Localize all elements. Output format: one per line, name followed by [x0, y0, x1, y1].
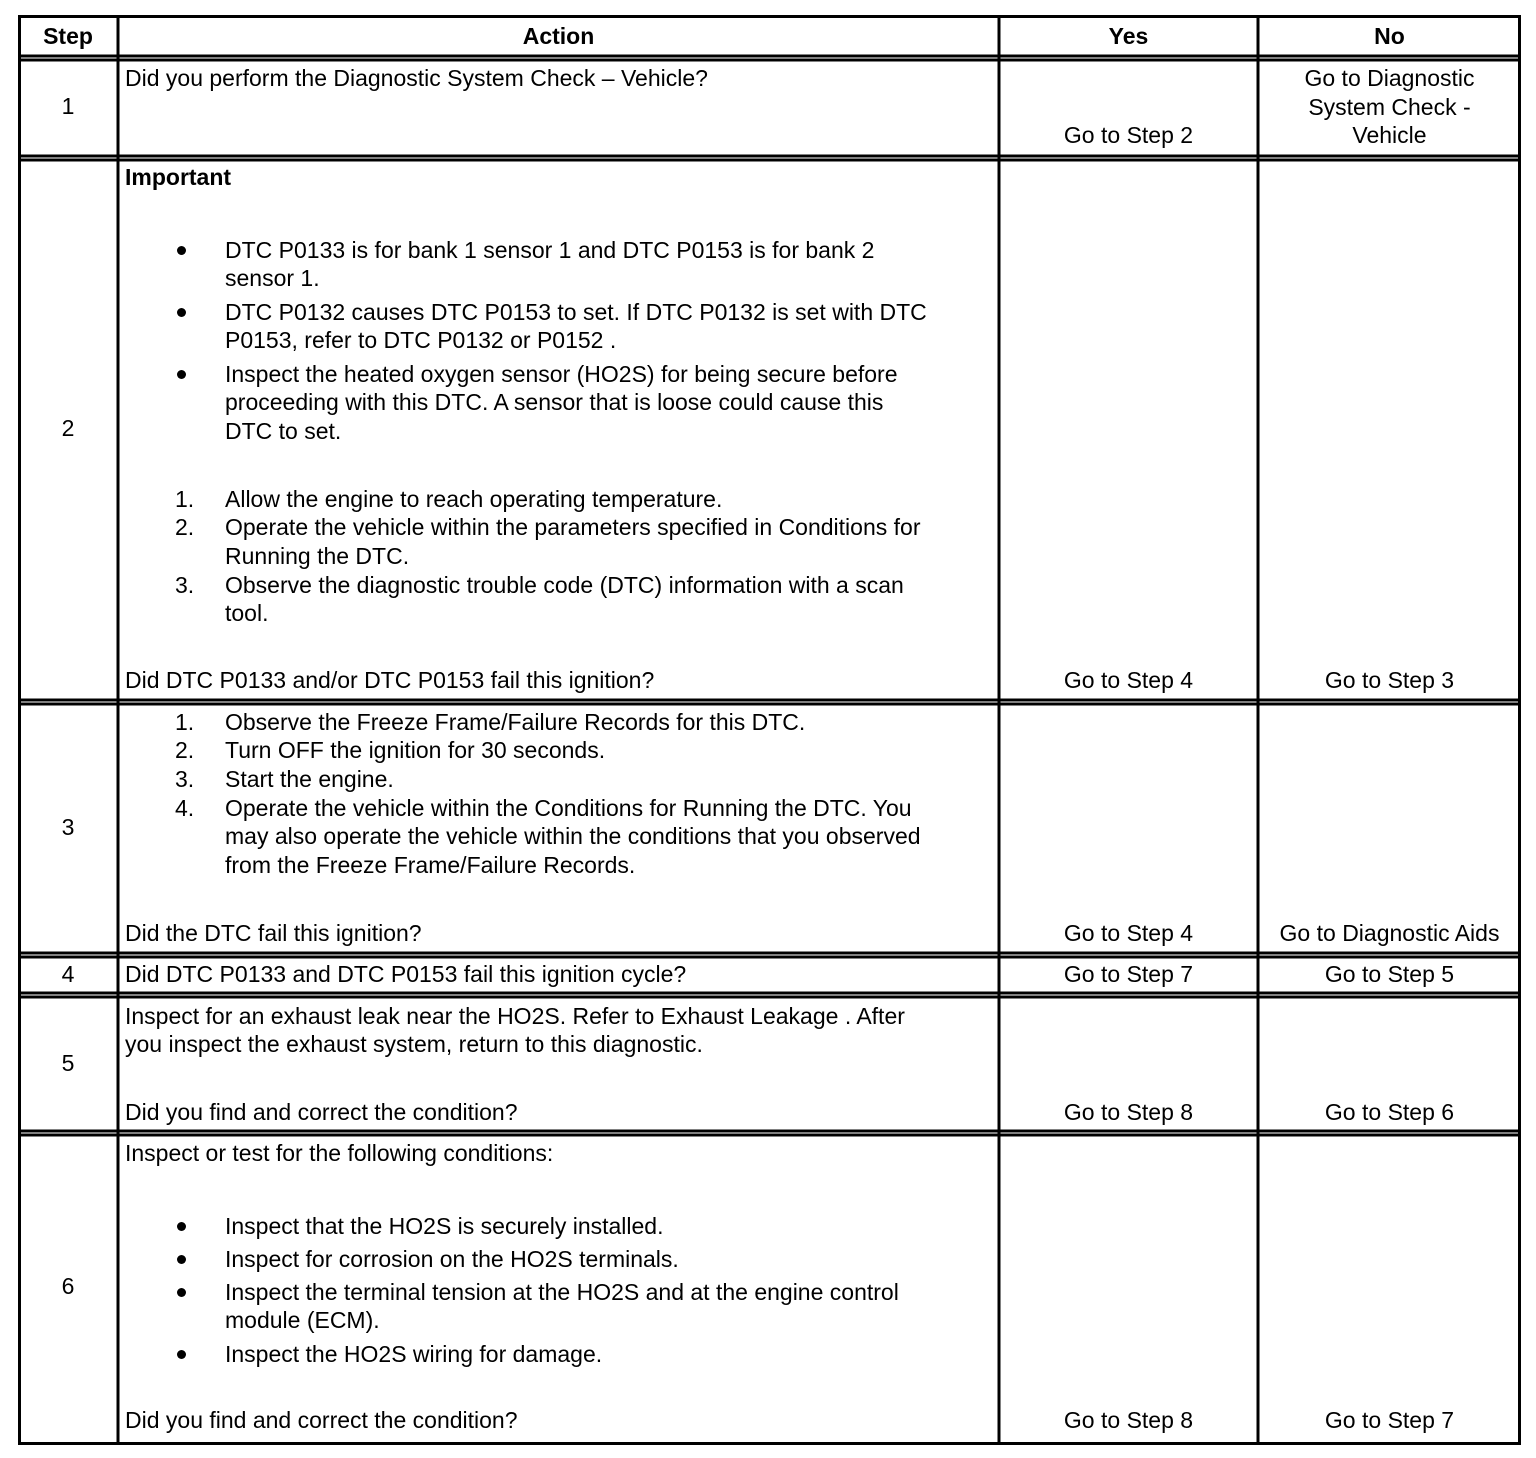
bullet-icon — [177, 246, 186, 255]
bullet-text: Inspect that the HO2S is securely installed. — [225, 1213, 664, 1239]
no-link[interactable]: Go to Step 7 — [1324, 1407, 1455, 1433]
yes-link[interactable]: Go to Step 7 — [1063, 961, 1194, 987]
body-text: Inspect for an exhaust leak near the HO2S. Refer to Exhaust Leakage . After — [125, 1003, 905, 1029]
no-link[interactable]: Go to Diagnostic Aids — [1279, 920, 1500, 946]
bullet-text: sensor 1. — [225, 265, 320, 291]
step-text: Start the engine. — [225, 766, 394, 792]
bullet-icon — [177, 1255, 186, 1264]
question: Did DTC P0133 and DTC P0153 fail this ignition cycle? — [125, 961, 687, 987]
body-text: you inspect the exhaust system, return to this diagnostic. — [125, 1031, 703, 1057]
step-index: 4. — [175, 795, 195, 821]
step-index: 3. — [175, 572, 195, 598]
step-text: from the Freeze Frame/Failure Records. — [225, 852, 636, 878]
yes-link[interactable]: Go to Step 4 — [1063, 920, 1194, 946]
step-number: 4 — [61, 961, 75, 987]
header-action: Action — [522, 23, 595, 49]
intro-text: Inspect or test for the following conditions: — [125, 1140, 554, 1166]
important-label: Important — [125, 164, 232, 190]
question: Did you perform the Diagnostic System Check – Vehicle? — [125, 65, 708, 91]
bullet-text: Inspect the HO2S wiring for damage. — [225, 1341, 603, 1367]
step-text: Allow the engine to reach operating temperature. — [225, 486, 723, 512]
bullet-text: Inspect the terminal tension at the HO2S and at the engine control — [225, 1279, 899, 1305]
step-index: 3. — [175, 766, 195, 792]
yes-link[interactable]: Go to Step 8 — [1063, 1407, 1194, 1433]
step-text: may also operate the vehicle within the conditions that you observed — [225, 823, 921, 849]
step-text: Running the DTC. — [225, 543, 410, 569]
yes-link[interactable]: Go to Step 4 — [1063, 667, 1194, 693]
question: Did DTC P0133 and/or DTC P0153 fail this ignition? — [125, 667, 655, 693]
yes-link[interactable]: Go to Step 8 — [1063, 1099, 1194, 1125]
step-text: Turn OFF the ignition for 30 seconds. — [225, 737, 606, 763]
bullet-icon — [177, 1288, 186, 1297]
bullet-icon — [177, 1350, 186, 1359]
question: Did you find and correct the condition? — [125, 1099, 518, 1125]
bullet-text: Inspect the heated oxygen sensor (HO2S) for being secure before — [225, 361, 898, 387]
no-link[interactable]: Go to Step 5 — [1324, 961, 1455, 987]
no-link[interactable]: Go to Step 6 — [1324, 1099, 1455, 1125]
no-link[interactable]: Vehicle — [1352, 122, 1427, 148]
step-index: 1. — [175, 709, 195, 735]
bullet-text: proceeding with this DTC. A sensor that is loose could cause this — [225, 389, 884, 415]
step-text: Observe the diagnostic trouble code (DTC) information with a scan — [225, 572, 904, 598]
bullet-text: DTC P0132 causes DTC P0153 to set. If DTC P0132 is set with DTC — [225, 299, 927, 325]
step-number: 5 — [61, 1050, 75, 1076]
step-number: 1 — [61, 93, 75, 119]
bullet-icon — [177, 370, 186, 379]
bullet-text: P0153, refer to DTC P0132 or P0152 . — [225, 327, 617, 353]
bullet-text: DTC to set. — [225, 418, 342, 444]
bullet-text: Inspect for corrosion on the HO2S terminals. — [225, 1246, 679, 1272]
bullet-icon — [177, 308, 186, 317]
step-number: 2 — [61, 415, 75, 441]
diagnostic-table — [18, 15, 1521, 1445]
no-link[interactable]: Go to Step 3 — [1324, 667, 1455, 693]
step-number: 6 — [61, 1273, 75, 1299]
step-number: 3 — [61, 814, 75, 840]
bullet-text: module (ECM). — [225, 1307, 380, 1333]
no-link[interactable]: System Check - — [1308, 94, 1471, 120]
step-index: 2. — [175, 514, 195, 540]
step-text: Observe the Freeze Frame/Failure Records for this DTC. — [225, 709, 806, 735]
yes-link[interactable]: Go to Step 2 — [1063, 122, 1194, 148]
step-index: 2. — [175, 737, 195, 763]
bullet-text: DTC P0133 is for bank 1 sensor 1 and DTC P0153 is for bank 2 — [225, 237, 875, 263]
step-text: Operate the vehicle within the parameters specified in Conditions for — [225, 514, 921, 540]
header-no: No — [1374, 23, 1405, 49]
step-text: Operate the vehicle within the Conditions for Running the DTC. You — [225, 795, 912, 821]
question: Did you find and correct the condition? — [125, 1407, 518, 1433]
header-yes: Yes — [1108, 23, 1149, 49]
step-text: tool. — [225, 600, 269, 626]
step-index: 1. — [175, 486, 195, 512]
question: Did the DTC fail this ignition? — [125, 920, 422, 946]
header-step: Step — [43, 23, 93, 49]
no-link[interactable]: Go to Diagnostic — [1304, 65, 1475, 91]
bullet-icon — [177, 1222, 186, 1231]
